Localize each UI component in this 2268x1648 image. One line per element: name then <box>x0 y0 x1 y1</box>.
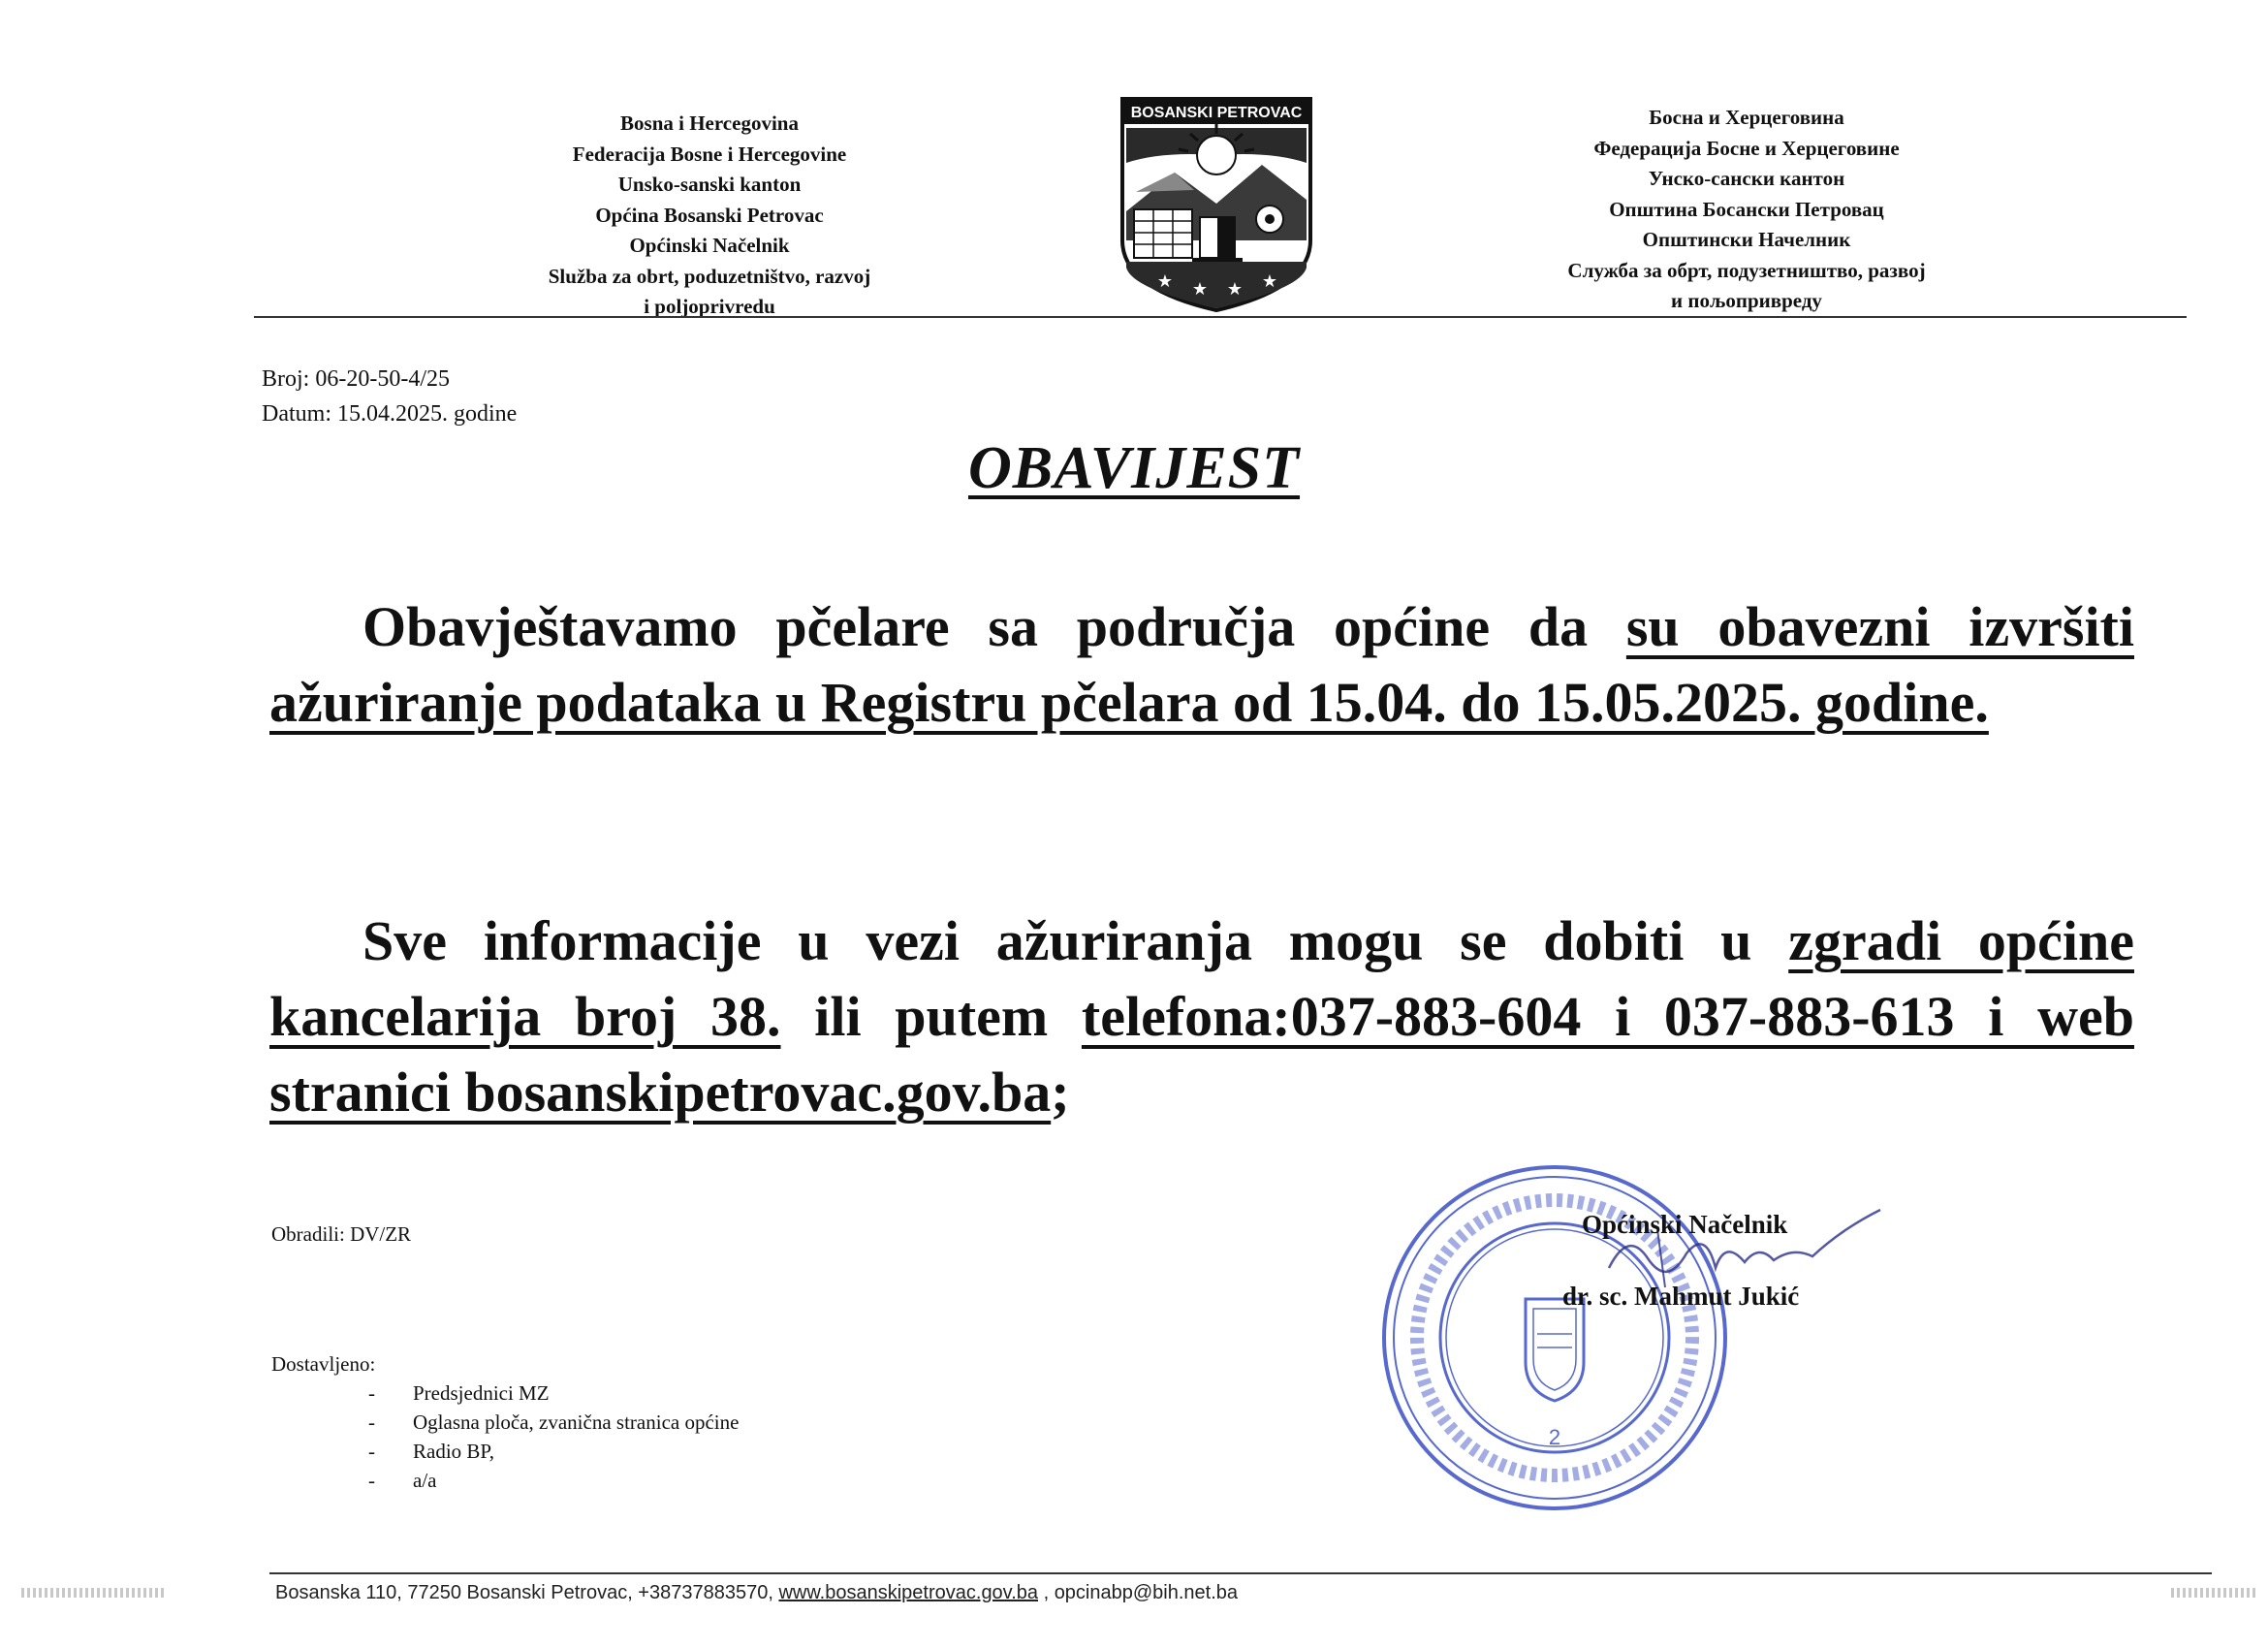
footer-address: Bosanska 110, 77250 Bosanski Petrovac, +38737883570, <box>275 1582 779 1603</box>
header-right-line: Општински Начелник <box>1642 228 1851 251</box>
header-left-line: i poljoprivredu <box>644 295 775 318</box>
header-right-cyrillic <box>1495 103 1999 317</box>
paragraph-2-text: Sve informacije u vezi ažuriranja mogu se dobiti u <box>362 909 1789 972</box>
scan-noise <box>21 1588 167 1598</box>
header-left-line: Bosna i Hercegovina <box>620 111 799 135</box>
notice-title <box>0 434 2268 503</box>
paragraph-2-connector: ili putem <box>780 985 1082 1048</box>
office-location: zgradi općine kancelarija broj 38. <box>269 909 2134 1048</box>
header-right-line: Општина Босански Петровац <box>1609 197 1884 221</box>
document-number: Broj: 06-20-50-4/25 <box>262 366 450 392</box>
header-right-line: Служба за обрт, подузетништво, развој <box>1567 258 1926 282</box>
paragraph-1-underlined: su obavezni izvršiti ažuriranje podataka u Registru pčelara od 15.04. do 15.05.2025. godine. <box>269 595 2134 734</box>
list-item: - a/a <box>368 1466 739 1495</box>
signatory-role: Općinski Načelnik <box>1582 1210 1788 1239</box>
header-left-line: Federacija Bosne i Hercegovine <box>572 142 847 166</box>
header-right-line: Федерација Босне и Херцеговине <box>1593 136 1900 160</box>
document-date: Datum: 15.04.2025. godine <box>262 401 518 427</box>
header-right-line: Босна и Херцеговина <box>1649 106 1844 129</box>
svg-text:★: ★ <box>1261 271 1278 291</box>
footer-website[interactable]: www.bosanskipetrovac.gov.ba <box>778 1582 1039 1603</box>
svg-text:★: ★ <box>1191 279 1209 299</box>
paragraph-2-end: ; <box>1051 1061 1070 1124</box>
contact-phones-web: telefona:037-883-604 i 037-883-613 i web stranici bosanskipetrovac.gov.ba <box>269 985 2134 1124</box>
header-divider <box>254 316 2187 318</box>
svg-text:★: ★ <box>1156 271 1174 291</box>
footer-contact <box>275 1582 1238 1604</box>
delivered-label: Dostavljeno: <box>271 1352 376 1376</box>
svg-text:★: ★ <box>1226 279 1244 299</box>
header-right-line: Унско-сански кантон <box>1648 167 1845 190</box>
notice-title-text: OBAVIJEST <box>967 435 1301 501</box>
municipality-crest-icon <box>1117 95 1316 314</box>
header-right-line: и пољопривреду <box>1671 289 1822 312</box>
scan-noise <box>2171 1588 2258 1598</box>
list-item: - Oglasna ploča, zvanična stranica općine <box>368 1408 739 1437</box>
footer-divider <box>269 1572 2212 1574</box>
crest-title: BOSANSKI PETROVAC <box>1130 105 1303 121</box>
header-left-line: Služba za obrt, poduzetništvo, razvoj <box>548 264 871 288</box>
header-left-latin <box>457 109 961 323</box>
footer-separator: , <box>1038 1582 1055 1603</box>
list-item: - Radio BP, <box>368 1437 739 1466</box>
notice-paragraph-1 <box>269 589 2134 741</box>
paragraph-1-text: Obavještavamo pčelare sa područja općine da <box>362 595 1626 658</box>
processed-by: Obradili: DV/ZR <box>271 1222 412 1246</box>
footer-email[interactable]: opcinabp@bih.net.ba <box>1054 1582 1239 1603</box>
header-left-line: Općina Bosanski Petrovac <box>595 203 824 227</box>
svg-text:2: 2 <box>1548 1425 1561 1449</box>
list-item: - Predsjednici MZ <box>368 1379 739 1408</box>
notice-paragraph-2 <box>269 903 2134 1130</box>
signatory-name: dr. sc. Mahmut Jukić <box>1562 1282 1800 1311</box>
header-left-line: Unsko-sanski kanton <box>617 173 802 196</box>
delivered-list <box>368 1379 739 1495</box>
header-left-line: Općinski Načelnik <box>629 234 790 257</box>
